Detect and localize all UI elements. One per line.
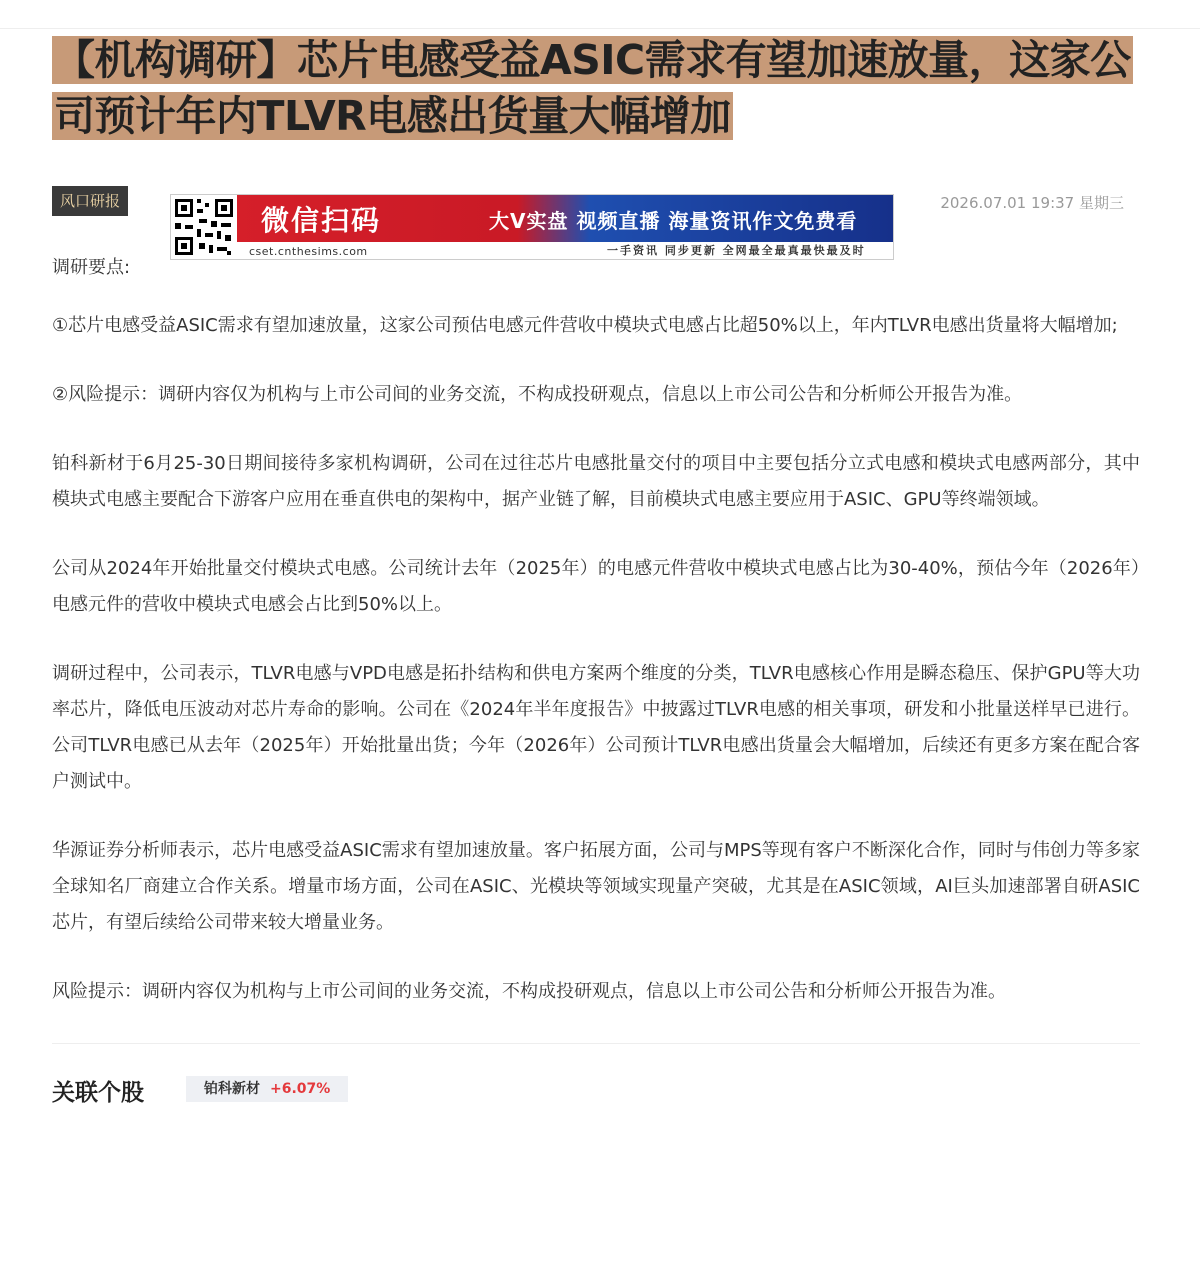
banner-headline: 微信扫码 bbox=[261, 204, 382, 237]
qr-code-icon bbox=[171, 195, 237, 259]
related-stocks bbox=[52, 1066, 1140, 1136]
key-points-heading: 调研要点: bbox=[52, 257, 131, 278]
publish-date: 2026.07.01 19:37 星期三 bbox=[940, 194, 1124, 212]
article-title bbox=[52, 32, 1140, 144]
section-divider bbox=[52, 1043, 1140, 1044]
risk-notice: 风险提示：调研内容仅为机构与上市公司间的业务交流，不构成投研观点，信息以上市公司公告和分析师公开报告为准。 bbox=[52, 981, 1006, 1002]
body-paragraph: 铂科新材于6月25-30日期间接待多家机构调研，公司在过往芯片电感批量交付的项目中主要包括分立式电感和模块式电感两部分，其中模块式电感主要配合下游客户应用在垂直供电的架构中，据产业链了解，目前模块式电感主要应用于ASIC、GPU等终端领域。 bbox=[52, 453, 1140, 510]
body-paragraph: 华源证券分析师表示，芯片电感受益ASIC需求有望加速放量。客户拓展方面，公司与MPS等现有客户不断深化合作，同时与伟创力等多家全球知名厂商建立合作关系。增量市场方面，公司在ASIC、光模块等领域实现量产突破，尤其是在ASIC领域，AI巨头加速部署自研ASIC芯片，有望后续给公司带来较大增量业务。 bbox=[52, 840, 1140, 933]
key-point-2: ②风险提示：调研内容仅为机构与上市公司间的业务交流，不构成投研观点，信息以上市公司公告和分析师公开报告为准。 bbox=[52, 384, 1023, 405]
key-point-1: ①芯片电感受益ASIC需求有望加速放量，这家公司预估电感元件营收中模块式电感占比超50%以上，年内TLVR电感出货量将大幅增加; bbox=[52, 315, 1118, 336]
stock-chip[interactable] bbox=[186, 1076, 348, 1102]
banner-slogan: 大V实盘 视频直播 海量资讯作文免费看 bbox=[489, 209, 858, 233]
article bbox=[52, 32, 1140, 1136]
article-body bbox=[52, 250, 1140, 1010]
related-stocks-title: 关联个股 bbox=[52, 1080, 144, 1106]
article-meta bbox=[52, 186, 1140, 256]
stock-change: +6.07% bbox=[270, 1081, 331, 1097]
top-divider bbox=[0, 28, 1200, 29]
banner-subline: 一手资讯 同步更新 全网最全最真最快最及时 bbox=[607, 244, 866, 257]
article-title-text: 【机构调研】芯片电感受益ASIC需求有望加速放量，这家公司预计年内TLVR电感出货量大幅增加 bbox=[54, 36, 1131, 140]
column-tag[interactable]: 风口研报 bbox=[52, 186, 128, 216]
banner-url: cset.cnthesims.com bbox=[249, 245, 368, 258]
body-paragraph: 调研过程中，公司表示，TLVR电感与VPD电感是拓扑结构和供电方案两个维度的分类，TLVR电感核心作用是瞬态稳压、保护GPU等大功率芯片，降低电压波动对芯片寿命的影响。公司在《2024年半年度报告》中披露过TLVR电感的相关事项，研发和小批量送样早已进行。公司TLVR电感已从去年（2025年）开始批量出货；今年（2026年）公司预计TLVR电感出货量会大幅增加，后续还有更多方案在配合客户测试中。 bbox=[52, 663, 1140, 792]
ad-banner[interactable] bbox=[170, 194, 894, 260]
stock-name: 铂科新材 bbox=[204, 1081, 260, 1097]
body-paragraph: 公司从2024年开始批量交付模块式电感。公司统计去年（2025年）的电感元件营收中模块式电感占比为30-40%，预估今年（2026年）电感元件的营收中模块式电感会占比到50%以上。 bbox=[52, 558, 1140, 615]
